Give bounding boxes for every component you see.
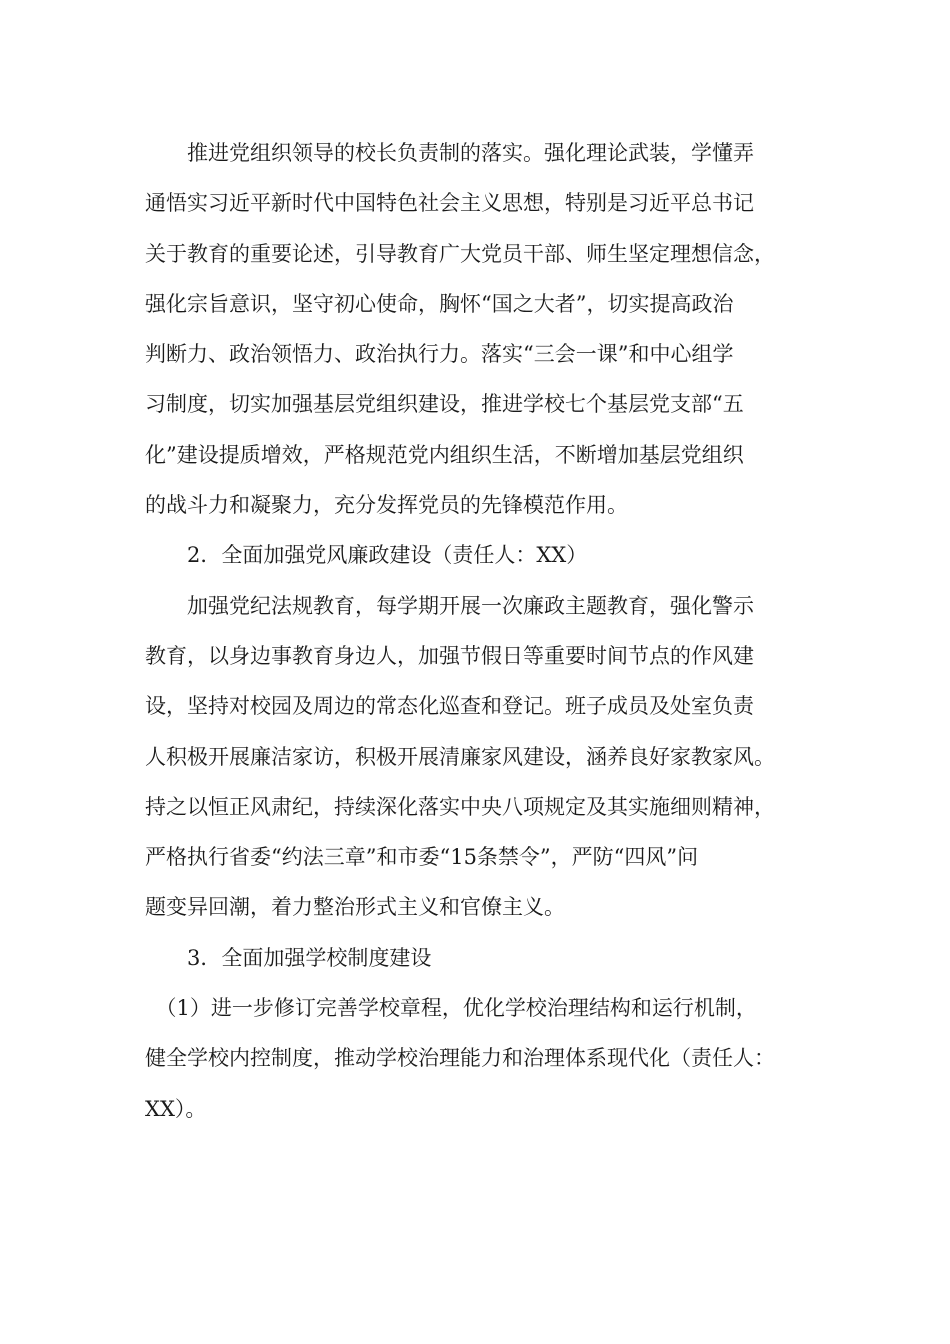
text-line: 持之以恒正风肃纪，持续深化落实中央八项规定及其实施细则精神，	[145, 794, 775, 819]
text-line: 设，坚持对校园及周边的常态化巡查和登记。班子成员及处室负责	[145, 694, 754, 719]
text-line: 习制度，切实加强基层党组织建设，推进学校七个基层党支部“五	[145, 392, 744, 417]
text-line: 的战斗力和凝聚力，充分发挥党员的先锋模范作用。	[145, 493, 628, 518]
text-line: 人积极开展廉洁家访，积极开展清廉家风建设，涵养良好家教家风。	[145, 744, 775, 769]
text-line: （1）进一步修订完善学校章程，优化学校治理结构和运行机制，	[145, 996, 757, 1021]
section-heading-2: 2．全面加强党风廉政建设（责任人：XX）	[145, 543, 588, 568]
text-line: 通悟实习近平新时代中国特色社会主义思想，特别是习近平总书记	[145, 191, 754, 216]
section-heading-3: 3．全面加强学校制度建设	[145, 945, 432, 970]
text-line: 教育，以身边事教育身边人，加强节假日等重要时间节点的作风建	[145, 643, 754, 668]
text-line: XX）。	[145, 1096, 207, 1121]
text-line: 化”建设提质增效，严格规范党内组织生活，不断增加基层党组织	[145, 442, 744, 467]
text-line: 推进党组织领导的校长负责制的落实。强化理论武装，学懂弄	[145, 141, 754, 165]
text-line: 关于教育的重要论述，引导教育广大党员干部、师生坚定理想信念，	[145, 241, 775, 266]
text-line: 强化宗旨意识，坚守初心使命，胸怀“国之大者”，切实提高政治	[145, 291, 734, 316]
text-line: 严格执行省委“约法三章”和市委“15条禁令”，严防“四风”问	[145, 845, 699, 870]
document-body	[145, 128, 825, 1134]
text-line: 健全学校内控制度，推动学校治理能力和治理体系现代化（责任人：	[145, 1046, 775, 1071]
text-line: 判断力、政治领悟力、政治执行力。落实“三会一课”和中心组学	[145, 342, 734, 367]
text-line: 加强党纪法规教育，每学期开展一次廉政主题教育，强化警示	[145, 593, 754, 618]
text-line: 题变异回潮，着力整治形式主义和官僚主义。	[145, 895, 565, 920]
